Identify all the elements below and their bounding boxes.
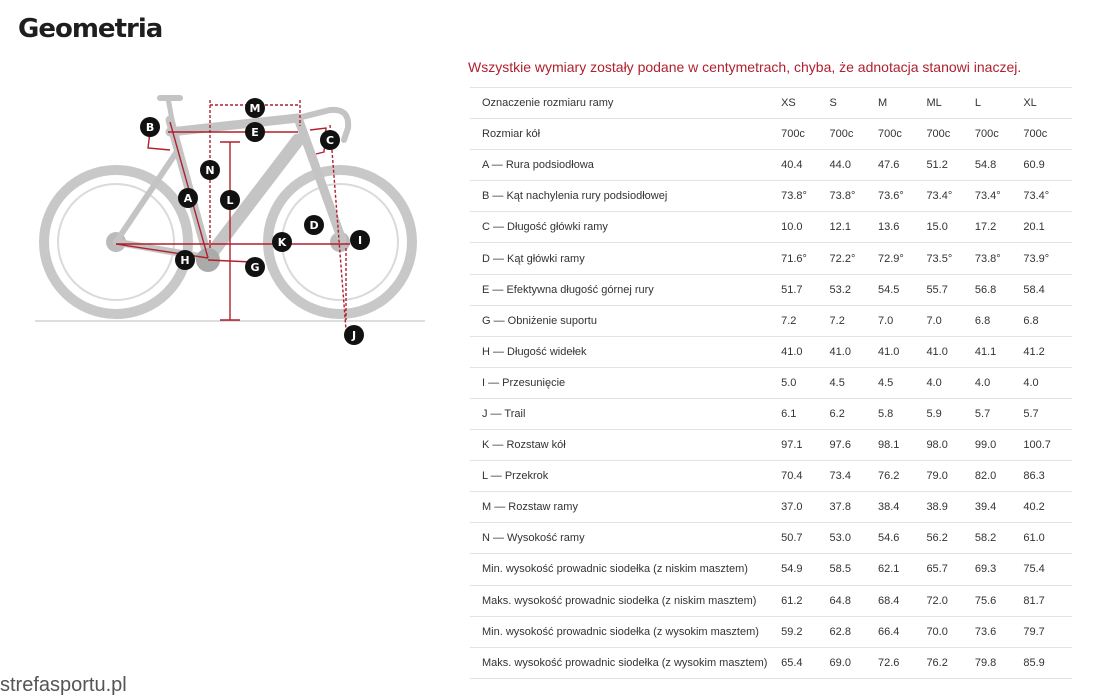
table-row <box>470 243 1072 274</box>
row-value: 41.0 <box>781 336 829 367</box>
row-value: 65.4 <box>781 647 829 678</box>
row-value: 59.2 <box>781 616 829 647</box>
row-value: 64.8 <box>830 585 878 616</box>
svg-text:C: C <box>325 134 335 147</box>
row-value: 76.2 <box>878 461 926 492</box>
row-value: 50.7 <box>781 523 829 554</box>
marker-E <box>245 122 265 142</box>
table-row <box>470 492 1072 523</box>
row-label: L — Przekrok <box>470 461 781 492</box>
table-row <box>470 212 1072 243</box>
row-label: B — Kąt nachylenia rury podsiodłowej <box>470 181 781 212</box>
row-label: J — Trail <box>470 398 781 429</box>
row-label: C — Długość główki ramy <box>470 212 781 243</box>
size-header: XS <box>781 88 829 119</box>
row-value: 82.0 <box>975 461 1023 492</box>
marker-K <box>272 232 292 252</box>
svg-text:A: A <box>183 192 193 205</box>
marker-N <box>200 160 220 180</box>
row-value: 54.8 <box>975 150 1023 181</box>
row-value: 54.6 <box>878 523 926 554</box>
row-value: 76.2 <box>926 647 974 678</box>
row-value: 75.6 <box>975 585 1023 616</box>
row-value: 5.9 <box>926 398 974 429</box>
row-value: 53.2 <box>830 274 878 305</box>
geometry-table <box>470 87 1072 679</box>
row-label: Min. wysokość prowadnic siodełka (z wysokim masztem) <box>470 616 781 647</box>
row-value: 10.0 <box>781 212 829 243</box>
row-value: 79.7 <box>1023 616 1072 647</box>
row-value: 62.1 <box>878 554 926 585</box>
table-row <box>470 398 1072 429</box>
row-value: 47.6 <box>878 150 926 181</box>
units-note: Wszystkie wymiary zostały podane w centymetrach, chyba, że adnotacja stanowi inaczej. <box>468 59 1022 75</box>
row-value: 51.2 <box>926 150 974 181</box>
row-value: 73.5° <box>926 243 974 274</box>
size-header: L <box>975 88 1023 119</box>
row-value: 72.2° <box>830 243 878 274</box>
row-value: 71.6° <box>781 243 829 274</box>
row-value: 6.1 <box>781 398 829 429</box>
svg-text:I: I <box>357 234 363 247</box>
row-value: 700c <box>1023 119 1072 150</box>
marker-H <box>175 250 195 270</box>
size-header: M <box>878 88 926 119</box>
row-value: 75.4 <box>1023 554 1072 585</box>
row-value: 41.0 <box>926 336 974 367</box>
row-value: 73.4° <box>975 181 1023 212</box>
svg-text:L: L <box>226 194 234 207</box>
row-value: 99.0 <box>975 430 1023 461</box>
row-value: 73.8° <box>975 243 1023 274</box>
header-label: Oznaczenie rozmiaru ramy <box>470 88 781 119</box>
marker-L <box>220 190 240 210</box>
row-value: 12.1 <box>830 212 878 243</box>
row-value: 700c <box>926 119 974 150</box>
table-row <box>470 181 1072 212</box>
bike-geometry-diagram <box>30 80 430 350</box>
marker-J <box>344 325 364 345</box>
row-value: 40.4 <box>781 150 829 181</box>
row-value: 73.8° <box>781 181 829 212</box>
row-value: 58.2 <box>975 523 1023 554</box>
table-row <box>470 274 1072 305</box>
row-label: K — Rozstaw kół <box>470 430 781 461</box>
table-row <box>470 616 1072 647</box>
row-value: 7.0 <box>878 305 926 336</box>
row-value: 60.9 <box>1023 150 1072 181</box>
row-value: 7.0 <box>926 305 974 336</box>
marker-G <box>245 257 265 277</box>
table-row <box>470 305 1072 336</box>
row-value: 6.8 <box>1023 305 1072 336</box>
row-value: 4.5 <box>830 367 878 398</box>
svg-text:M: M <box>249 102 261 115</box>
row-value: 73.4 <box>830 461 878 492</box>
row-value: 5.0 <box>781 367 829 398</box>
row-value: 6.2 <box>830 398 878 429</box>
row-value: 5.8 <box>878 398 926 429</box>
row-value: 700c <box>975 119 1023 150</box>
marker-M <box>245 98 265 118</box>
row-value: 15.0 <box>926 212 974 243</box>
svg-text:E: E <box>251 126 259 139</box>
row-value: 700c <box>878 119 926 150</box>
svg-text:H: H <box>180 254 190 267</box>
table-row <box>470 647 1072 678</box>
row-value: 6.8 <box>975 305 1023 336</box>
marker-C <box>320 130 340 150</box>
row-value: 56.8 <box>975 274 1023 305</box>
row-value: 7.2 <box>781 305 829 336</box>
row-value: 79.0 <box>926 461 974 492</box>
table-row <box>470 523 1072 554</box>
row-value: 69.3 <box>975 554 1023 585</box>
row-label: M — Rozstaw ramy <box>470 492 781 523</box>
row-label: N — Wysokość ramy <box>470 523 781 554</box>
svg-text:K: K <box>277 236 287 249</box>
page-title: Geometria <box>18 14 163 44</box>
row-value: 4.0 <box>926 367 974 398</box>
table-row <box>470 554 1072 585</box>
row-value: 68.4 <box>878 585 926 616</box>
row-label: I — Przesunięcie <box>470 367 781 398</box>
row-label: E — Efektywna długość górnej rury <box>470 274 781 305</box>
row-value: 41.2 <box>1023 336 1072 367</box>
size-header: S <box>830 88 878 119</box>
row-value: 72.6 <box>878 647 926 678</box>
row-value: 20.1 <box>1023 212 1072 243</box>
table-row <box>470 119 1072 150</box>
row-value: 86.3 <box>1023 461 1072 492</box>
row-value: 58.5 <box>830 554 878 585</box>
table-row <box>470 150 1072 181</box>
svg-text:B: B <box>145 121 155 134</box>
row-value: 70.0 <box>926 616 974 647</box>
row-value: 54.5 <box>878 274 926 305</box>
row-value: 73.8° <box>830 181 878 212</box>
row-value: 4.0 <box>1023 367 1072 398</box>
row-value: 81.7 <box>1023 585 1072 616</box>
row-value: 13.6 <box>878 212 926 243</box>
row-value: 73.4° <box>1023 181 1072 212</box>
row-value: 73.4° <box>926 181 974 212</box>
row-label: H — Długość widełek <box>470 336 781 367</box>
table-row <box>470 367 1072 398</box>
row-value: 44.0 <box>830 150 878 181</box>
row-value: 700c <box>781 119 829 150</box>
row-value: 40.2 <box>1023 492 1072 523</box>
row-value: 100.7 <box>1023 430 1072 461</box>
row-value: 85.9 <box>1023 647 1072 678</box>
marker-D <box>304 215 324 235</box>
row-value: 54.9 <box>781 554 829 585</box>
row-label: G — Obniżenie suportu <box>470 305 781 336</box>
marker-B <box>140 117 160 137</box>
row-value: 97.1 <box>781 430 829 461</box>
row-value: 37.0 <box>781 492 829 523</box>
row-value: 38.9 <box>926 492 974 523</box>
row-label: Maks. wysokość prowadnic siodełka (z niskim masztem) <box>470 585 781 616</box>
table-row <box>470 461 1072 492</box>
row-value: 17.2 <box>975 212 1023 243</box>
row-value: 37.8 <box>830 492 878 523</box>
row-label: Rozmiar kół <box>470 119 781 150</box>
table-header-row <box>470 88 1072 119</box>
row-value: 70.4 <box>781 461 829 492</box>
svg-text:G: G <box>250 261 260 274</box>
row-value: 41.0 <box>830 336 878 367</box>
row-value: 4.5 <box>878 367 926 398</box>
svg-text:N: N <box>205 164 215 177</box>
row-value: 61.0 <box>1023 523 1072 554</box>
row-label: Maks. wysokość prowadnic siodełka (z wysokim masztem) <box>470 647 781 678</box>
marker-I <box>350 230 370 250</box>
row-value: 41.0 <box>878 336 926 367</box>
row-value: 5.7 <box>975 398 1023 429</box>
row-value: 98.1 <box>878 430 926 461</box>
row-value: 66.4 <box>878 616 926 647</box>
size-header: XL <box>1023 88 1072 119</box>
row-label: D — Kąt główki ramy <box>470 243 781 274</box>
row-value: 7.2 <box>830 305 878 336</box>
table-row <box>470 430 1072 461</box>
row-value: 4.0 <box>975 367 1023 398</box>
row-value: 38.4 <box>878 492 926 523</box>
row-value: 61.2 <box>781 585 829 616</box>
row-value: 55.7 <box>926 274 974 305</box>
row-value: 5.7 <box>1023 398 1072 429</box>
row-value: 69.0 <box>830 647 878 678</box>
row-value: 62.8 <box>830 616 878 647</box>
row-value: 51.7 <box>781 274 829 305</box>
table-row <box>470 336 1072 367</box>
row-value: 72.9° <box>878 243 926 274</box>
size-header: ML <box>926 88 974 119</box>
row-value: 41.1 <box>975 336 1023 367</box>
watermark: strefasportu.pl <box>0 674 127 696</box>
row-label: Min. wysokość prowadnic siodełka (z niskim masztem) <box>470 554 781 585</box>
row-value: 39.4 <box>975 492 1023 523</box>
row-value: 73.9° <box>1023 243 1072 274</box>
row-value: 58.4 <box>1023 274 1072 305</box>
svg-text:J: J <box>351 329 357 342</box>
row-value: 73.6° <box>878 181 926 212</box>
row-label: A — Rura podsiodłowa <box>470 150 781 181</box>
marker-A <box>178 188 198 208</box>
row-value: 97.6 <box>830 430 878 461</box>
row-value: 65.7 <box>926 554 974 585</box>
row-value: 53.0 <box>830 523 878 554</box>
row-value: 73.6 <box>975 616 1023 647</box>
row-value: 79.8 <box>975 647 1023 678</box>
row-value: 56.2 <box>926 523 974 554</box>
row-value: 700c <box>830 119 878 150</box>
row-value: 72.0 <box>926 585 974 616</box>
table-row <box>470 585 1072 616</box>
row-value: 98.0 <box>926 430 974 461</box>
svg-text:D: D <box>309 219 319 232</box>
